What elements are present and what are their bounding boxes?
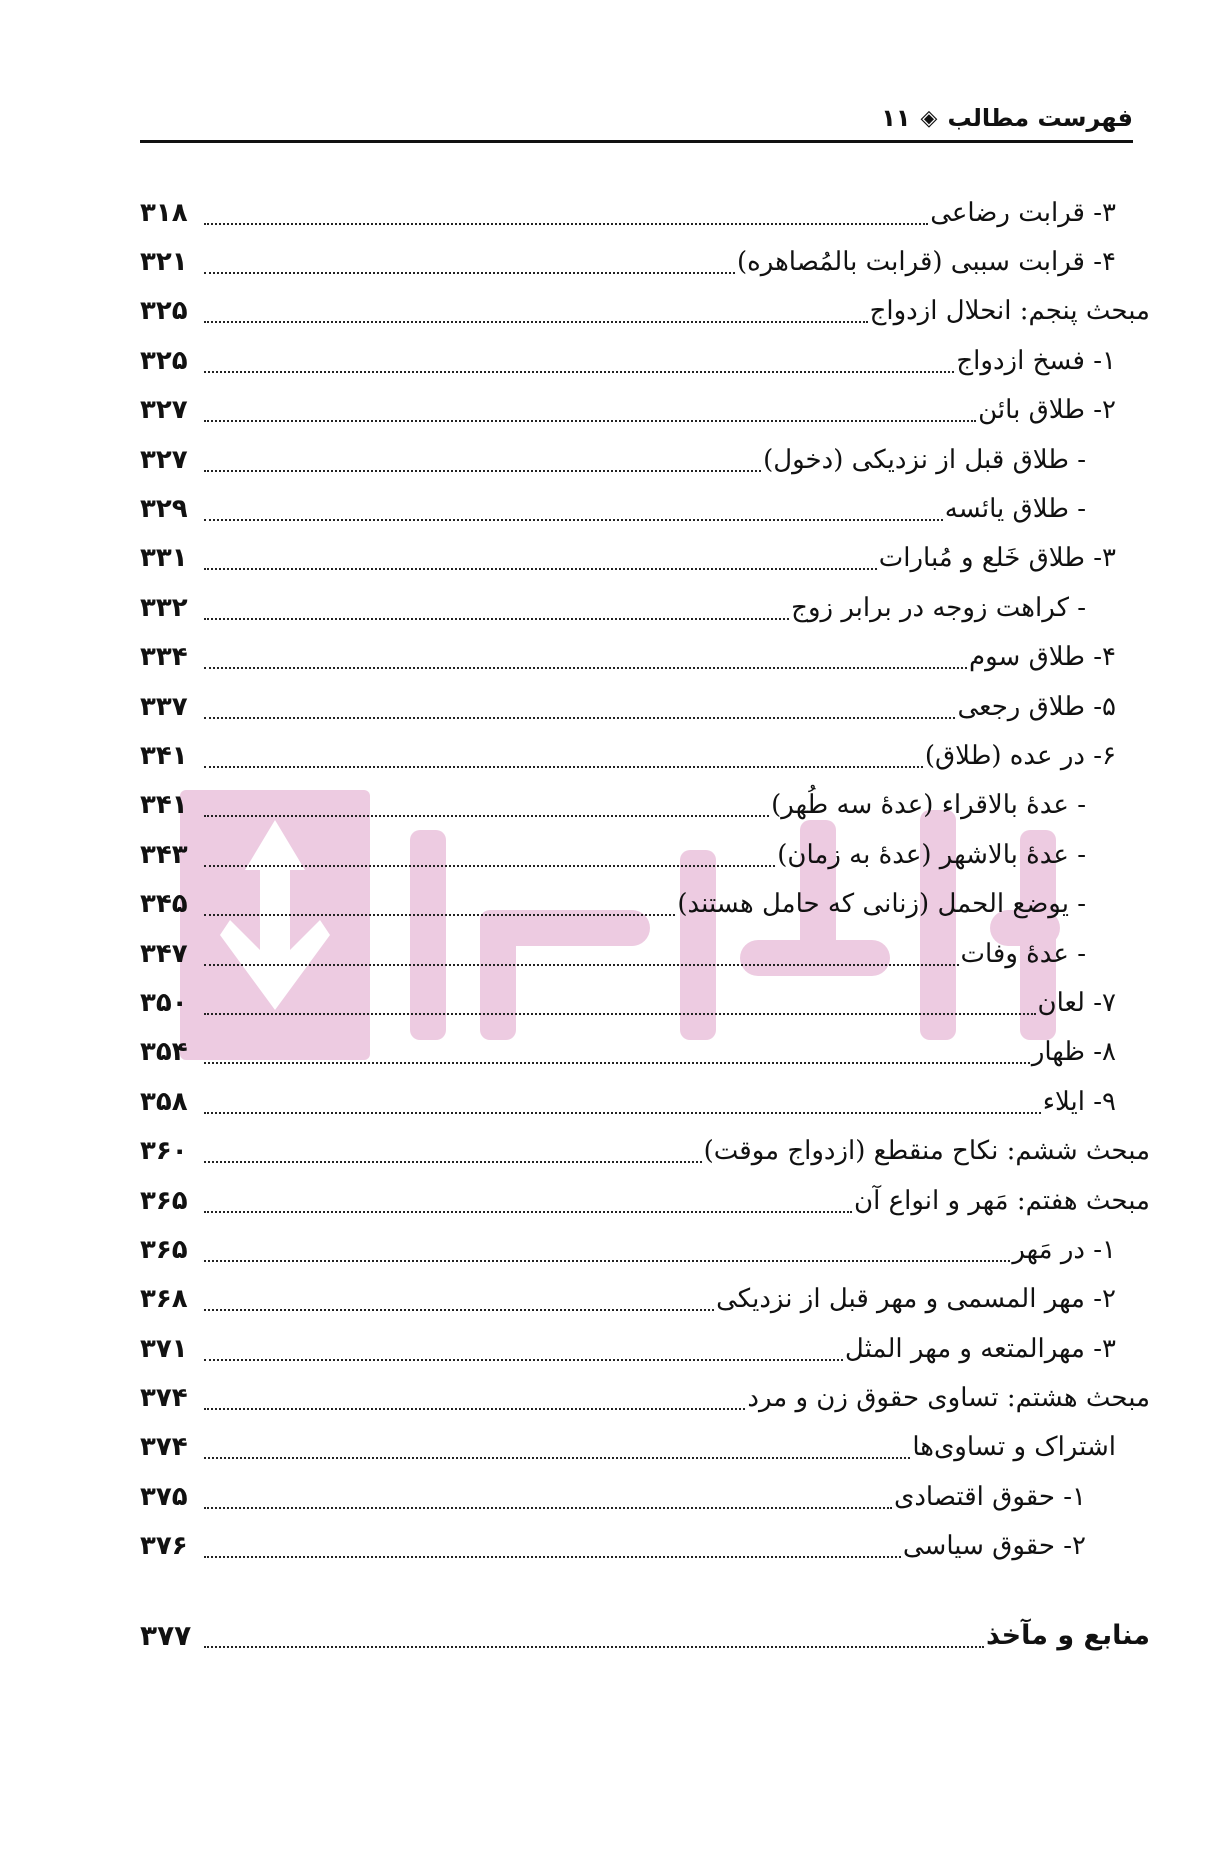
diamond-icon: ◈ — [920, 105, 938, 131]
toc-row — [140, 682, 1138, 731]
toc-row — [140, 1324, 1138, 1373]
toc-leader-dots — [204, 1497, 892, 1509]
toc-entry-title: ۲- مهر المسمی و مهر قبل از نزدیکی — [716, 1284, 1116, 1315]
toc-entry-page: ۳۴۱ — [140, 740, 188, 771]
toc-entry-page: ۳۷۶ — [140, 1531, 188, 1562]
toc-row — [140, 534, 1138, 583]
toc-row — [140, 1176, 1150, 1225]
toc-entry-page: ۳۶۰ — [140, 1136, 188, 1167]
toc-entry-title: - یوضع الحمل (زنانی که حامل هستند) — [677, 889, 1086, 920]
table-of-contents — [140, 188, 1150, 1660]
toc-entry-page: ۳۶۸ — [140, 1284, 188, 1315]
toc-leader-dots — [204, 213, 928, 225]
toc-row — [140, 1423, 1138, 1472]
toc-row — [140, 1028, 1138, 1077]
toc-leader-dots — [204, 805, 769, 817]
toc-entry-title: ۶- در عده (طلاق) — [924, 740, 1116, 771]
header-title: فهرست مطالب — [947, 104, 1133, 132]
toc-entry-title: - طلاق یائسه — [944, 494, 1086, 525]
toc-row — [140, 1225, 1138, 1274]
toc-leader-dots — [204, 1102, 1041, 1114]
toc-leader-dots — [204, 608, 789, 620]
toc-entry-page: ۳۴۵ — [140, 889, 188, 920]
toc-leader-dots — [204, 1398, 745, 1410]
toc-leader-dots — [204, 1250, 1010, 1262]
toc-leader-dots — [204, 756, 923, 768]
toc-entry-title: - عدهٔ بالاشهر (عدهٔ به زمان) — [777, 839, 1086, 870]
toc-entry-page: ۳۳۱ — [140, 543, 188, 574]
toc-entry-page: ۳۶۵ — [140, 1185, 188, 1216]
toc-row — [140, 336, 1138, 385]
toc-row — [140, 1472, 1138, 1521]
toc-row — [140, 781, 1138, 830]
running-header — [140, 98, 1133, 138]
toc-entry-title: ۴- قرابت سببی (قرابت بالمُصاهره) — [736, 247, 1116, 278]
toc-leader-dots — [204, 1003, 1036, 1015]
toc-entry-page: ۳۳۷ — [140, 691, 188, 722]
toc-leader-dots — [204, 1151, 702, 1163]
toc-row — [140, 978, 1138, 1027]
toc-entry-title: ۴- طلاق سوم — [969, 642, 1116, 673]
toc-entry-page: ۳۲۵ — [140, 296, 188, 327]
toc-row — [140, 237, 1138, 286]
toc-leader-dots — [204, 954, 959, 966]
toc-entry-page: ۳۲۷ — [140, 444, 188, 475]
toc-entry-page: ۳۴۳ — [140, 839, 188, 870]
toc-entry-title: منابع و مآخذ — [986, 1620, 1150, 1652]
toc-leader-dots — [204, 1201, 852, 1213]
toc-row — [140, 830, 1138, 879]
toc-entry-page: ۳۷۵ — [140, 1481, 188, 1512]
toc-leader-dots — [204, 509, 943, 521]
toc-entry-page: ۳۵۴ — [140, 1037, 188, 1068]
toc-entry-title: ۱- در مَهر — [1012, 1234, 1116, 1265]
toc-row — [140, 1275, 1138, 1324]
toc-entry-title: ۹- ایلاء — [1042, 1086, 1116, 1117]
toc-leader-dots — [204, 1349, 843, 1361]
toc-entry-page: ۳۱۸ — [140, 197, 188, 228]
toc-leader-dots — [204, 460, 761, 472]
header-page-number: ۱۱ — [881, 104, 911, 132]
toc-row — [140, 1373, 1150, 1422]
toc-entry-title: مبحث ششم: نکاح منقطع (ازدواج موقت) — [703, 1136, 1150, 1167]
toc-leader-dots — [204, 311, 868, 323]
toc-row — [140, 1522, 1138, 1571]
toc-leader-dots — [204, 1052, 1030, 1064]
toc-entry-title: ۷- لعان — [1037, 987, 1116, 1018]
toc-leader-dots — [204, 657, 967, 669]
toc-entry-title: ۵- طلاق رجعی — [957, 691, 1116, 722]
toc-entry-title: ۲- حقوق سیاسی — [902, 1531, 1086, 1562]
toc-row — [140, 583, 1138, 632]
toc-entry-title: ۸- ظهار — [1031, 1037, 1116, 1068]
toc-entry-title: ۳- طلاق خَلع و مُبارات — [878, 543, 1116, 574]
toc-leader-dots — [204, 904, 675, 916]
toc-entry-title: ۲- طلاق بائن — [978, 395, 1116, 426]
toc-entry-page: ۳۲۷ — [140, 395, 188, 426]
toc-leader-dots — [204, 361, 954, 373]
toc-entry-title: اشتراک و تساوی‌ها — [912, 1432, 1116, 1463]
toc-leader-dots — [204, 1636, 984, 1648]
toc-leader-dots — [204, 855, 775, 867]
toc-row — [140, 633, 1138, 682]
toc-row — [140, 879, 1138, 928]
toc-entry-title: ۳- مهرالمتعه و مهر المثل — [844, 1333, 1116, 1364]
toc-entry-title: مبحث هشتم: تساوی حقوق زن و مرد — [747, 1383, 1150, 1414]
toc-entry-page: ۳۳۲ — [140, 592, 188, 623]
toc-entry-title: ۱- حقوق اقتصادی — [893, 1481, 1086, 1512]
header-rule — [140, 140, 1133, 143]
toc-entry-page: ۳۷۴ — [140, 1383, 188, 1414]
toc-row — [140, 435, 1138, 484]
toc-leader-dots — [204, 1299, 714, 1311]
toc-row — [140, 484, 1138, 533]
toc-leader-dots — [204, 1447, 910, 1459]
toc-leader-dots — [204, 410, 976, 422]
toc-row — [140, 731, 1138, 780]
toc-entry-title: - طلاق قبل از نزدیکی (دخول) — [763, 444, 1086, 475]
toc-entry-page: ۳۲۵ — [140, 345, 188, 376]
toc-entry-page: ۳۵۸ — [140, 1086, 188, 1117]
toc-entry-page: ۳۷۴ — [140, 1432, 188, 1463]
toc-entry-title: ۳- قرابت رضاعی — [930, 197, 1116, 228]
toc-row — [140, 1077, 1138, 1126]
toc-row-references — [140, 1611, 1150, 1660]
toc-entry-page: ۳۶۵ — [140, 1234, 188, 1265]
toc-leader-dots — [204, 1546, 901, 1558]
toc-entry-page: ۳۷۱ — [140, 1333, 188, 1364]
toc-entry-page: ۳۴۷ — [140, 938, 188, 969]
toc-row — [140, 188, 1138, 237]
toc-entry-page: ۳۵۰ — [140, 987, 188, 1018]
toc-entry-page: ۳۲۹ — [140, 494, 188, 525]
toc-entry-title: مبحث پنجم: انحلال ازدواج — [869, 296, 1150, 327]
toc-entry-title: - کراهت زوجه در برابر زوج — [791, 592, 1086, 623]
toc-row — [140, 386, 1138, 435]
toc-row — [140, 287, 1150, 336]
toc-entry-page: ۳۳۴ — [140, 642, 188, 673]
toc-leader-dots — [204, 707, 955, 719]
toc-leader-dots — [204, 558, 877, 570]
toc-row — [140, 1126, 1150, 1175]
toc-entry-title: مبحث هفتم: مَهر و انواع آن — [854, 1185, 1150, 1216]
toc-entry-page: ۳۴۱ — [140, 790, 188, 821]
toc-leader-dots — [204, 262, 735, 274]
toc-row — [140, 929, 1138, 978]
toc-entry-page: ۳۲۱ — [140, 247, 188, 278]
toc-entry-page: ۳۷۷ — [140, 1619, 192, 1653]
toc-entry-title: ۱- فسخ ازدواج — [956, 345, 1116, 376]
toc-entry-title: - عدهٔ بالاقراء (عدهٔ سه طُهر) — [771, 790, 1086, 821]
toc-entry-title: - عدهٔ وفات — [960, 938, 1086, 969]
